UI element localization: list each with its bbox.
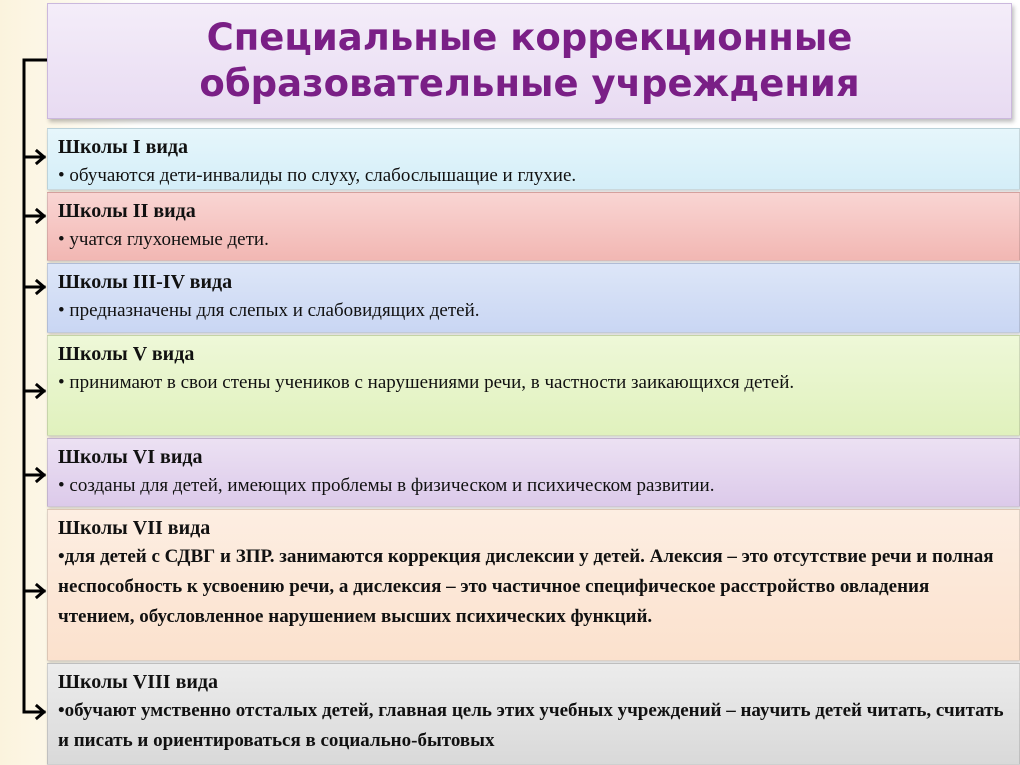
school-description: •обучают умственно отсталых детей, главная цель этих учебных учреждений – научить детей читать, считать и писать и ориентироваться в социально-бытовых xyxy=(58,700,1004,751)
school-box-type-2 xyxy=(47,192,1020,261)
school-box-type-8 xyxy=(47,663,1020,765)
school-heading: Школы I вида xyxy=(58,136,189,158)
connector-arrow-4 xyxy=(24,385,44,397)
school-box-type-3-4 xyxy=(47,263,1020,333)
school-description: • созданы для детей, имеющих проблемы в физическом и психическом развитии. xyxy=(58,475,715,496)
school-heading: Школы VIII вида xyxy=(58,671,219,693)
connector-arrow-2 xyxy=(24,210,44,222)
connector-arrow-6 xyxy=(24,585,44,597)
school-description: •для детей с СДВГ и ЗПР. занимаются коррекция дислексии у детей. Алексия – это отсутствие речи и полная неспособность к усвоению речи, а дислексия – это частичное специфическое расстройство овладения чтением, обусловленное нарушением высших психических функций. xyxy=(58,546,994,627)
school-heading: Школы VI вида xyxy=(58,446,203,468)
connector-arrow-7 xyxy=(24,706,44,718)
school-description: • принимают в свои стены учеников с нарушениями речи, в частности заикающихся детей. xyxy=(58,372,795,393)
school-description: • предназначены для слепых и слабовидящих детей. xyxy=(58,300,480,321)
connector-arrow-1 xyxy=(24,151,44,163)
title-line-1: Специальные коррекционные xyxy=(206,16,853,59)
connector-arrow-3 xyxy=(24,281,44,293)
school-heading: Школы III-IV вида xyxy=(58,271,233,293)
school-box-type-1 xyxy=(47,128,1020,190)
school-description: • учатся глухонемые дети. xyxy=(58,229,269,250)
school-box-type-7 xyxy=(47,509,1020,661)
school-heading: Школы II вида xyxy=(58,200,196,222)
school-heading: Школы VII вида xyxy=(58,517,211,539)
school-box-type-6 xyxy=(47,438,1020,507)
title-box xyxy=(47,3,1012,119)
school-box-type-5 xyxy=(47,335,1020,436)
title-line-2: образовательные учреждения xyxy=(199,62,860,105)
school-description: • обучаются дети-инвалиды по слуху, слабослышащие и глухие. xyxy=(58,165,577,186)
connector-arrow-5 xyxy=(24,469,44,481)
school-heading: Школы V вида xyxy=(58,343,195,365)
